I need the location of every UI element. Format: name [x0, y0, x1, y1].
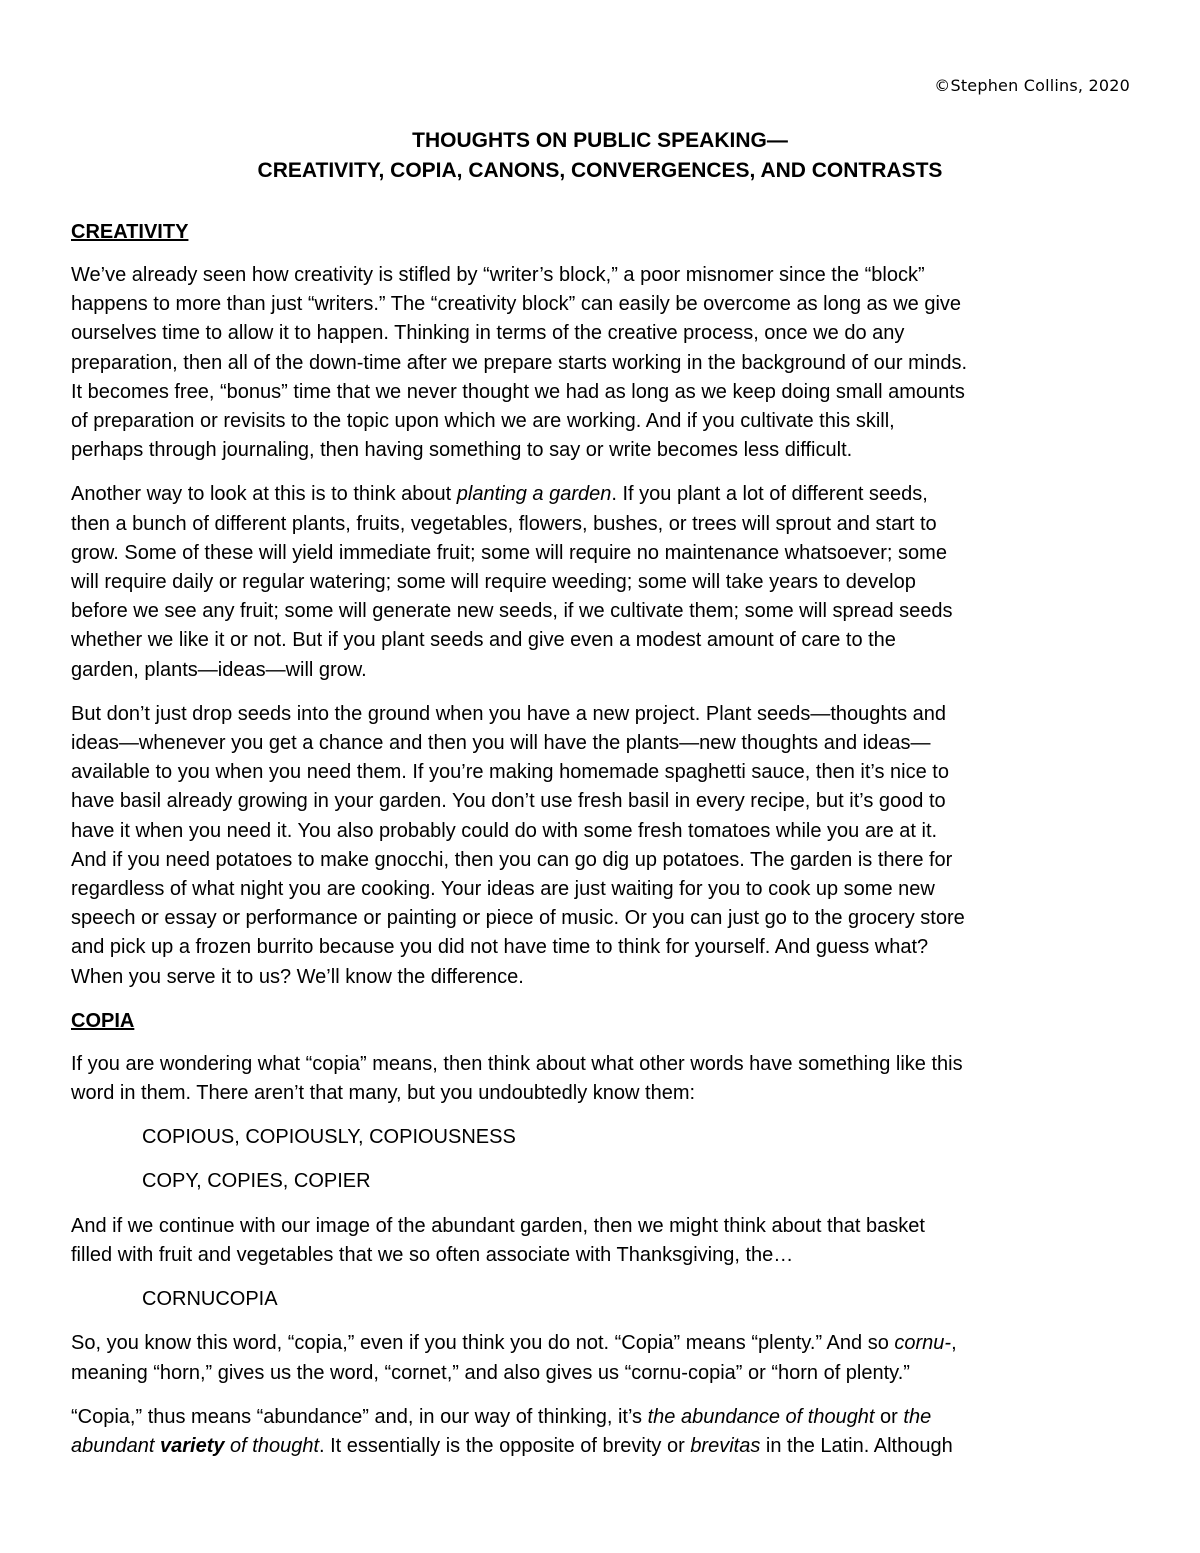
copia-paragraph-3	[71, 1329, 1131, 1387]
text-line: filled with fruit and vegetables that we so often associate with Thanksgiving, the…	[71, 1243, 794, 1266]
word-cornucopia: CORNUCOPIA	[142, 1288, 278, 1311]
text-line: But don’t just drop seeds into the ground when you have a new project. Plant seeds—thoughts and	[71, 702, 947, 725]
creativity-paragraph-1	[71, 261, 1131, 465]
copia-paragraph-4	[71, 1403, 1131, 1461]
copia-paragraph-2	[71, 1212, 1131, 1270]
creativity-paragraph-3	[71, 700, 1131, 992]
text-line: have it when you need it. You also probably could do with some fresh tomatoes while you are at it.	[71, 819, 938, 842]
text-line: We’ve already seen how creativity is stifled by “writer’s block,” a poor misnomer since the “block”	[71, 264, 925, 286]
emphasis-text: the	[903, 1405, 932, 1428]
text-run: “Copia,” thus means “abundance” and, in our way of thinking, it’s	[71, 1405, 648, 1428]
word-list-copy: COPY, COPIES, COPIER	[142, 1170, 371, 1193]
text-line: And if you need potatoes to make gnocchi, then you can go dig up potatoes. The garden is there for	[71, 848, 953, 871]
text-line: word in them. There aren’t that many, but you undoubtedly know them:	[71, 1082, 696, 1105]
text-line: garden, plants—ideas—will grow.	[71, 658, 367, 681]
emphasis-text: of thought	[224, 1434, 320, 1457]
text-line: ideas—whenever you get a chance and then you will have the plants—new thoughts and ideas—	[71, 732, 931, 755]
text-run: ,	[951, 1332, 957, 1355]
document-body	[71, 218, 1131, 1476]
text-run: . If you plant a lot of different seeds,	[611, 483, 928, 506]
emphasis-text: cornu-	[894, 1332, 952, 1355]
emphasis-text: abundant	[71, 1434, 160, 1457]
text-line: then a bunch of different plants, fruits, vegetables, flowers, bushes, or trees will sprout and start to	[71, 512, 937, 535]
creativity-paragraph-2	[71, 480, 1131, 684]
copia-paragraph-1	[71, 1050, 1131, 1108]
emphasis-text: brevitas	[690, 1434, 761, 1457]
emphasis-text: planting a garden	[456, 483, 612, 506]
text-line: whether we like it or not. But if you plant seeds and give even a modest amount of care to the	[71, 629, 896, 652]
document-title	[0, 126, 1200, 186]
text-line: perhaps through journaling, then having something to say or write becomes less difficult.	[71, 439, 853, 462]
text-line: grow. Some of these will yield immediate fruit; some will require no maintenance whatsoever; some	[71, 541, 947, 564]
title-line-1: THOUGHTS ON PUBLIC SPEAKING—	[412, 129, 788, 152]
title-line-2: CREATIVITY, COPIA, CANONS, CONVERGENCES, AND CONTRASTS	[257, 159, 943, 182]
text-line: and pick up a frozen burrito because you did not have time to think for yourself. And guess what?	[71, 936, 929, 959]
text-line	[71, 1329, 1131, 1358]
text-line: happens to more than just “writers.” The “creativity block” can easily be overcome as long as we give	[71, 293, 962, 316]
text-line: preparation, then all of the down-time after we prepare starts working in the background of our minds.	[71, 351, 968, 374]
section-heading-copia: COPIA	[71, 1009, 135, 1032]
text-line	[71, 480, 1131, 509]
text-line: When you serve it to us? We’ll know the difference.	[71, 965, 524, 988]
text-line: will require daily or regular watering; some will require weeding; some will take years to develop	[71, 571, 916, 594]
text-line	[71, 1403, 1131, 1432]
text-line: regardless of what night you are cooking. Your ideas are just waiting for you to cook up some new	[71, 878, 935, 901]
text-line: speech or essay or performance or painting or piece of music. Or you can just go to the grocery store	[71, 907, 965, 930]
text-run: So, you know this word, “copia,” even if you think you do not. “Copia” means “plenty.” And so	[71, 1332, 895, 1355]
text-run: in the Latin. Although	[760, 1434, 953, 1457]
text-line: And if we continue with our image of the abundant garden, then we might think about that basket	[71, 1214, 925, 1237]
emphasis-text: the abundance of thought	[647, 1405, 875, 1428]
copyright-notice: ©Stephen Collins, 2020	[934, 76, 1130, 95]
text-line: It becomes free, “bonus” time that we never thought we had as long as we keep doing small amounts	[71, 380, 965, 403]
text-line: meaning “horn,” gives us the word, “cornet,” and also gives us “cornu-copia” or “horn of plenty.”	[71, 1361, 910, 1384]
text-line: available to you when you need them. If you’re making homemade spaghetti sauce, then it’s nice to	[71, 761, 949, 784]
text-line: of preparation or revisits to the topic upon which we are working. And if you cultivate this skill,	[71, 410, 895, 433]
text-line: If you are wondering what “copia” means, then think about what other words have something like this	[71, 1052, 963, 1075]
word-list-copious: COPIOUS, COPIOUSLY, COPIOUSNESS	[142, 1126, 516, 1149]
text-line: have basil already growing in your garden. You don’t use fresh basil in every recipe, but it’s good to	[71, 790, 946, 813]
text-line	[71, 1432, 1131, 1461]
text-run: . It essentially is the opposite of brevity or	[319, 1434, 691, 1457]
text-line: ourselves time to allow it to happen. Thinking in terms of the creative process, once we do any	[71, 322, 905, 345]
text-run: or	[874, 1405, 904, 1428]
section-heading-creativity: CREATIVITY	[71, 221, 189, 243]
text-run: Another way to look at this is to think about	[71, 483, 457, 506]
text-line: before we see any fruit; some will generate new seeds, if we cultivate them; some will spread seeds	[71, 600, 953, 623]
strong-emphasis-text: variety	[159, 1434, 225, 1457]
